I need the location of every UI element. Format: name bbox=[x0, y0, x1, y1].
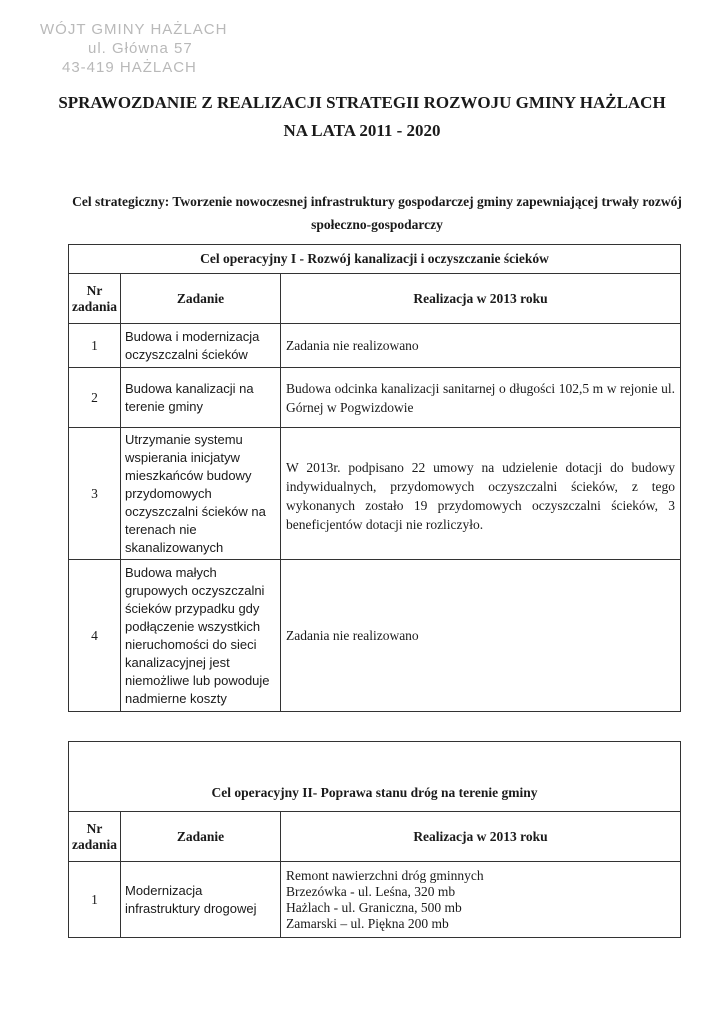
row-task: Modernizacja infrastruktury drogowej bbox=[121, 862, 281, 938]
realization-line: Remont nawierzchni dróg gminnych bbox=[286, 867, 484, 883]
document-subtitle: NA LATA 2011 - 2020 bbox=[283, 121, 441, 140]
row-task: Budowa małych grupowych oczyszczalni ścieków przypadku gdy podłączenie wszystkich nieruchomości do sieci kanalizacyjnej jest niemożliwe lub powoduje nadmierne koszty bbox=[121, 560, 281, 712]
nr-header bbox=[69, 274, 121, 324]
row-task: Utrzymanie systemu wspierania inicjatyw mieszkańców budowy przydomowych oczyszczalni ścieków na terenach nie skanalizowanych bbox=[121, 428, 281, 560]
strategic-goal-line-2: społeczno-gospodarczy bbox=[311, 217, 443, 232]
realization-line: Zamarski – ul. Piękna 200 mb bbox=[286, 915, 449, 931]
table-row bbox=[69, 560, 681, 712]
row-nr: 4 bbox=[69, 560, 121, 712]
document-title: SPRAWOZDANIE Z REALIZACJI STRATEGII ROZWOJU GMINY HAŻLACH bbox=[58, 93, 666, 112]
row-nr: 1 bbox=[69, 324, 121, 368]
row-nr: 3 bbox=[69, 428, 121, 560]
official-stamp bbox=[40, 20, 227, 77]
realization-line: Brzezówka - ul. Leśna, 320 mb bbox=[286, 883, 456, 899]
stamp-line-3: 43-419 HAŻLACH bbox=[62, 59, 197, 76]
stamp-line-2: ul. Główna 57 bbox=[88, 40, 193, 57]
row-realization: Budowa odcinka kanalizacji sanitarnej o długości 102,5 m w rejonie ul. Górnej w Pogwizdowie bbox=[281, 368, 681, 428]
row-realization: Zadania nie realizowano bbox=[281, 560, 681, 712]
operational-goal-1-table bbox=[68, 244, 681, 712]
strategic-goal bbox=[70, 190, 684, 236]
nr-header bbox=[69, 812, 121, 862]
nr-header-line-2: zadania bbox=[71, 298, 117, 314]
nr-header-line-1: Nr bbox=[86, 282, 103, 298]
table-header-row bbox=[69, 274, 681, 324]
operational-goal-2-table bbox=[68, 741, 681, 938]
task-header: Zadanie bbox=[121, 274, 281, 324]
row-realization: W 2013r. podpisano 22 umowy na udzielenie dotacji do budowy indywidualnych, przydomowych oczyszczalni ścieków, z tego wykonanych zostało 19 przydomowych oczyszczalni ścieków, 3 beneficjentów dotacji nie rozliczyło. bbox=[281, 428, 681, 560]
realization-header: Realizacja w 2013 roku bbox=[281, 812, 681, 862]
row-realization: Zadania nie realizowano bbox=[281, 324, 681, 368]
realization-line: Hażlach - ul. Graniczna, 500 mb bbox=[286, 899, 462, 915]
operational-goal-1-heading: Cel operacyjny I - Rozwój kanalizacji i oczyszczanie ścieków bbox=[69, 245, 681, 274]
row-nr: 2 bbox=[69, 368, 121, 428]
row-task: Budowa i modernizacja oczyszczalni ścieków bbox=[121, 324, 281, 368]
table-row bbox=[69, 368, 681, 428]
table-row bbox=[69, 324, 681, 368]
realization-header: Realizacja w 2013 roku bbox=[281, 274, 681, 324]
table-row bbox=[69, 862, 681, 938]
table-row bbox=[69, 428, 681, 560]
row-nr: 1 bbox=[69, 862, 121, 938]
task-header: Zadanie bbox=[121, 812, 281, 862]
operational-goal-2-heading: Cel operacyjny II- Poprawa stanu dróg na terenie gminy bbox=[69, 742, 681, 812]
nr-header-line-1: Nr bbox=[86, 820, 103, 836]
row-realization bbox=[281, 862, 681, 938]
row-task: Budowa kanalizacji na terenie gminy bbox=[121, 368, 281, 428]
stamp-line-1: WÓJT GMINY HAŻLACH bbox=[40, 21, 228, 38]
table-header-row bbox=[69, 812, 681, 862]
strategic-goal-line-1: Cel strategiczny: Tworzenie nowoczesnej infrastruktury gospodarczej gminy zapewniającej trwały rozwój bbox=[72, 194, 682, 209]
nr-header-line-2: zadania bbox=[71, 836, 117, 852]
